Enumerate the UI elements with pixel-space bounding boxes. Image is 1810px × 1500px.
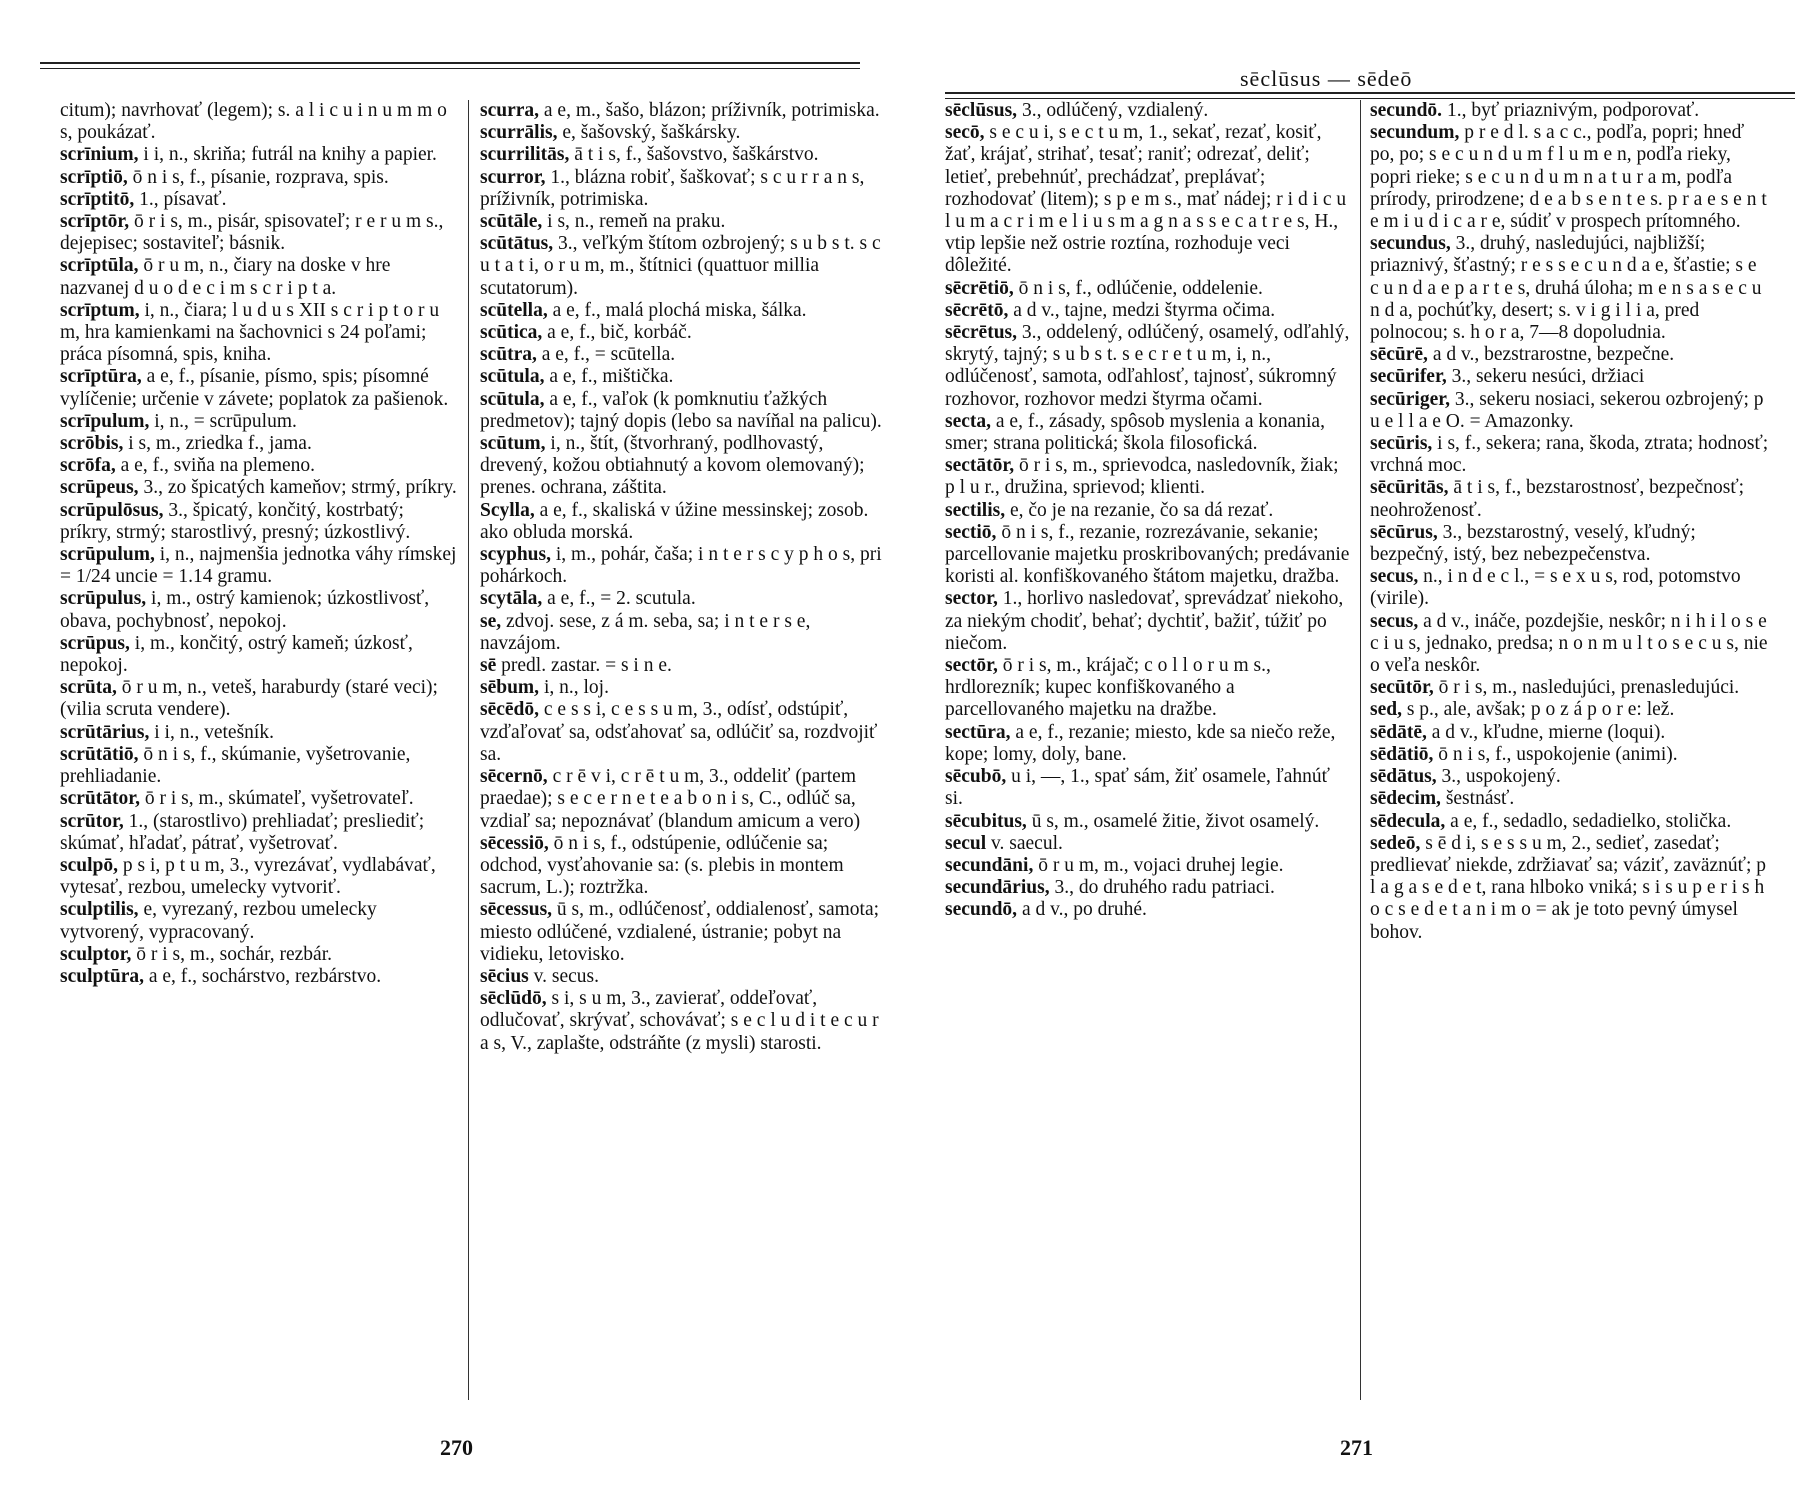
definition: a d v., bezstrarostne, bezpečne. [1432,344,1675,366]
dictionary-entry [480,144,885,166]
definition: a e, f., rezanie; miesto, kde sa niečo reže, kope; lomy, doly, bane. [945,721,1336,765]
dictionary-entry [480,611,885,655]
dictionary-entry [480,344,885,366]
headword: scrīptitō, [60,188,135,210]
headword: sēdecula, [1370,810,1446,832]
definition: zdvoj. sese, z á m. seba, sa; i n t e r s e, navzájom. [480,610,811,654]
definition: ō n i s, f., uspokojenie (animi). [1438,743,1678,765]
page-number: 270 [440,1435,473,1460]
definition: s i, s u m, 3., zavierať, oddeľovať, odlučovať, skrývať, schovávať; s e c l u d i t e c u r a s, V., zaplašte, odstráňte (z mysli) starosti. [480,988,879,1054]
headword: sēcēdō, [480,699,540,721]
headword: sēdātē, [1370,721,1427,743]
dictionary-entry [480,389,885,433]
definition: a e, f., malá plochá miska, šálka. [552,299,807,321]
dictionary-entry [60,500,460,544]
dictionary-entry [945,855,1350,877]
headword: sectilis, [945,499,1006,521]
definition: a e, f., sochárstvo, rezbárstvo. [148,965,382,987]
definition: e, vyrezaný, rezbou umelecky vytvorený, vypracovaný. [60,899,377,943]
dictionary-entry [945,877,1350,899]
definition: p s i, p t u m, 3., vyrezávať, vydlabávať, vytesať, rezbou, umelecky vytvoriť. [60,854,436,899]
definition: 1., blázna robiť, šaškovať; s c u r r a n s, príživník, potrimiska. [480,166,865,210]
dictionary-entry [60,788,460,810]
dictionary-entry [480,699,885,766]
headword: sēcūrus, [1370,521,1438,543]
dictionary-entry [60,722,460,744]
definition: p r e d l. s a c c., podľa, popri; hneď po, po; s e c u n d u m f l u m e n, podľa rieky, popri rieke; s e c u n d u m n a t u r a m, podľa prírody, prirodzene; d e a b s e n t e s. p r a e s e n t e m i u d i c a r e, súdiť v prospech prítomného. [1370,122,1767,233]
dictionary-entry [945,833,1350,855]
dictionary-entry [945,722,1350,766]
definition: ō r i s, m., pisár, spisovateľ; r e r u m s., dejepisec; sostaviteľ; básnik. [60,211,444,255]
definition: v. saecul. [991,832,1063,854]
headword: scrūtātor, [60,788,140,810]
dictionary-entry [480,366,885,388]
headword: scrīnium, [60,144,139,166]
headword: scrīpulum, [60,410,150,432]
definition: ō r u m, n., veteš, haraburdy (staré veci); (vilia scruta vendere). [60,677,438,721]
definition: 3., veľkým štítom ozbrojený; s u b s t. s c u t a t i, o r u m, m., štítnici (quattuor millia scutatorum). [480,233,881,299]
dictionary-entry [480,233,885,300]
dictionary-entry [60,144,460,166]
dictionary-entry [1370,788,1770,810]
headword: scytāla, [480,588,543,610]
headword: secūris, [1370,433,1433,455]
definition: ō r i s, m., sprievodca, nasledovník, žiak; p l u r., družina, sprievod; klienti. [945,455,1339,499]
dictionary-entry [1370,744,1770,766]
dictionary-entry [480,588,885,610]
dictionary-entry [1370,811,1770,833]
definition: s p., ale, avšak; p o z á p o r e: lež. [1406,699,1675,721]
dictionary-entry [480,100,885,122]
definition: 1., horlivo nasledovať, sprevádzať niekoho, za niekým chodiť, behať; dychtiť, bažiť, túžiť po niečom. [945,588,1344,654]
definition: a e, f., = scūtella. [541,344,676,366]
headword: sē [480,655,497,677]
definition: a e, f., vaľok (k pomknutiu ťažkých predmetov); tajný dopis (lebo sa navíňal na palicu). [480,388,882,432]
definition: a e, f., skaliská v úžine messinskej; zosob. ako obluda morská. [480,499,869,543]
dictionary-entry [480,433,885,500]
headword: scūtica, [480,322,543,344]
definition: e, čo je na rezanie, čo sa dá rezať. [1009,499,1274,521]
dictionary-entry [1370,344,1770,366]
headword: sēcessiō, [480,832,549,854]
dictionary-entry [1370,699,1770,721]
dictionary-entry [1370,100,1770,122]
dictionary-entry [60,366,460,410]
right-page [905,0,1810,1500]
headword: scūtum, [480,433,546,455]
dictionary-entry [480,122,885,144]
headword: scrūtor, [60,810,124,832]
definition: i i, n., vetešník. [154,721,274,743]
headword: scrūpulus, [60,588,147,610]
definition: 3., bezstarostný, veselý, kľudný; bezpečný, istý, bez nebezpečenstva. [1370,521,1696,566]
running-head: sēclūsus — sēdeō [1240,66,1413,91]
definition: a e, f., sedadlo, sedadielko, stolička. [1450,810,1732,832]
definition: a e, f., písanie, písmo, spis; písomné vylíčenie; určenie v závete; poplatok za pašienok. [60,366,449,410]
dictionary-entry [1370,722,1770,744]
definition: 3., sekeru nosiaci, sekerou ozbrojený; p u e l l a e O. = Amazonky. [1370,388,1764,432]
definition: ō n i s, f., písanie, rozprava, spis. [132,166,389,188]
dictionary-entry [480,677,885,699]
headword: scrōfa, [60,455,116,477]
headword: sēdecim, [1370,788,1441,810]
dictionary-entry [480,655,885,677]
headword: scūtella, [480,299,548,321]
dictionary-entry [60,944,460,966]
definition: 1., (starostlivo) prehliadať; presliediť; skúmať, hľadať, pátrať, vyšetrovať. [60,810,425,854]
headword: sēcūritās, [1370,477,1449,499]
headword: scūtra, [480,344,537,366]
column-divider [1360,100,1361,1400]
headword: secundum, [1370,122,1460,144]
headword: secta, [945,410,992,432]
dictionary-entry [60,433,460,455]
top-rule [945,92,1795,94]
headword: sedeō, [1370,832,1421,854]
definition: ō n i s, f., skúmanie, vyšetrovanie, prehliadanie. [60,743,411,788]
dictionary-entry [480,500,885,544]
headword: sēdātiō, [1370,743,1434,765]
headword: secūtōr, [1370,677,1434,699]
headword: sēcius [480,965,529,987]
dictionary-entry [1370,566,1770,610]
definition: s ē d i, s e s s u m, 2., sedieť, zasedať; predlievať niekde, zdržiavať sa; váziť, zaväznúť; p l a g a s e d e t, rana hlboko vniká; s i s u p e r i s h o c s e d e t a n i m o = ak je toto pevný úmysel bohov. [1370,832,1767,943]
dictionary-entry [480,966,885,988]
dictionary-entry [60,477,460,499]
definition: c r ē v i, c r ē t u m, 3., oddeliť (partem praedae); s e c e r n e t e a b o n i s, C., odlúč sa, vzdiaľ sa; nepoznávať (blandum amicum a vero) [480,766,861,832]
dictionary-entry [480,833,885,900]
definition: i, m., ostrý kamienok; úzkostlivosť, obava, pochybnosť, nepokoj. [60,588,430,632]
dictionary-entry [1370,611,1770,678]
headword: scrōbis, [60,433,124,455]
definition: n., i n d e c l., = s e x u s, rod, potomstvo (virile). [1370,566,1741,610]
definition: i, n., najmenšia jednotka váhy rímskej = 1/24 uncie = 1.14 gramu. [60,544,457,588]
page-number: 271 [1340,1435,1373,1460]
headword: scrūtārius, [60,721,150,743]
definition: ū s, m., odlúčenosť, oddialenosť, samota; miesto odlúčené, vzdialené, ústranie; pobyt na vidieku, letovisko. [480,899,880,965]
dictionary-entry [60,211,460,255]
headword: scurror, [480,166,546,188]
headword: scrīptum, [60,299,140,321]
headword: sēcūrē, [1370,344,1428,366]
dictionary-entry [60,300,460,367]
definition: i, m., končitý, ostrý kameň; úzkosť, nepokoj. [60,632,413,677]
headword: scūtāle, [480,211,543,233]
dictionary-entry [945,322,1350,411]
definition: v. secus. [533,965,599,987]
definition: u i, —, 1., spať sám, žiť osamele, ľahnúť si. [945,766,1330,810]
dictionary-entry [60,100,460,144]
definition: a d v., po druhé. [1021,899,1147,921]
definition: a d v., ináče, pozdejšie, neskôr; n i h i l o s e c i u s, jednako, predsa; n o n m u l t o s e c u s, nie o veľa neskôr. [1370,610,1768,677]
headword: scyphus, [480,544,551,566]
dictionary-entry [945,455,1350,499]
definition: ō r u m, n., čiary na doske v hre nazvanej d u o d e c i m s c r i p t a. [60,255,391,299]
definition: e, šašovský, šaškársky. [562,122,741,144]
headword: scrūpeus, [60,477,139,499]
headword: scrīptōr, [60,211,130,233]
headword: scurrālis, [480,122,558,144]
headword: sēcrētō, [945,299,1009,321]
column-divider [468,100,469,1400]
dictionary-column-3 [945,100,1350,1420]
definition: a e, f., zásady, spôsob myslenia a konania, smer; strana politická; škola filosofická. [945,410,1325,455]
headword: secundō, [945,899,1018,921]
dictionary-entry [945,100,1350,122]
dictionary-entry [60,744,460,788]
headword: scūtātus, [480,233,554,255]
definition: ō r i s, m., krájač; c o l l o r u m s., hrdlorezník; kupec konfiškovaného a parcellovaného majetku na dražbe. [945,655,1271,721]
definition: i s, n., remeň na praku. [547,211,726,233]
headword: secō, [945,122,985,144]
headword: sculptor, [60,943,132,965]
headword: scurra, [480,100,540,121]
definition: citum); navrhovať (legem); s. a l i c u i n u m m o s, poukázať. [60,100,447,144]
top-rule [40,62,860,64]
definition: 3., oddelený, odlúčený, osamelý, odľahlý, skrytý, tajný; s u b s t. s e c r e t u m, i, n., odlúčenosť, samota, odľahlosť, tajnosť, súkromný rozhovor, rozhovor medzi štyrma očami. [945,322,1350,410]
dictionary-entry [60,899,460,943]
definition: 3., sekeru nesúci, držiaci [1451,366,1645,388]
definition: ā t i s, f., bezstarostnosť, bezpečnosť; neohroženosť. [1370,477,1745,521]
dictionary-entry [480,544,885,588]
dictionary-entry [480,167,885,211]
headword: sculptūra, [60,965,144,987]
definition: i, n., = scrūpulum. [154,410,297,432]
dictionary-entry [60,966,460,988]
headword: sēcrētiō, [945,277,1014,299]
headword: secūrifer, [1370,366,1447,388]
headword: Scylla, [480,499,535,521]
headword: secundus, [1370,233,1451,255]
headword: scrūtātiō, [60,743,139,765]
definition: 3., druhý, nasledujúci, najbližší; priaznivý, šťastný; r e s s e c u n d a e, šťastie; s e c u n d a e p a r t e s, druhá úloha; m e n s a s e c u n d a, pochúťky, desert; s. v i g i l i a, pred polnocou; s. h o r a, 7—8 dopoludnia. [1370,233,1762,344]
dictionary-entry [945,811,1350,833]
dictionary-entry [945,122,1350,277]
definition: a d v., kľudne, mierne (loqui). [1431,721,1666,743]
definition: i, n., štít, (štvorhraný, podlhovastý, drevený, kožou obtiahnutý a kovom olemovaný); prenes. ochrana, záštita. [480,433,865,499]
definition: 3., odlúčený, vzdialený. [1021,100,1209,121]
dictionary-entry [480,899,885,966]
headword: scrīptūra, [60,366,142,388]
dictionary-entry [945,522,1350,589]
dictionary-entry [480,300,885,322]
dictionary-entry [1370,477,1770,521]
dictionary-entry [945,500,1350,522]
headword: scrīptūla, [60,255,139,277]
definition: ā t i s, f., šašovstvo, šaškárstvo. [574,144,819,166]
headword: sectātōr, [945,455,1015,477]
top-rule-thin [945,98,1795,99]
definition: ō r u m, m., vojaci druhej legie. [1038,854,1284,876]
dictionary-entry [1370,233,1770,344]
headword: se, [480,610,502,632]
headword: sectōr, [945,655,998,677]
dictionary-entry [1370,677,1770,699]
definition: i, n., loj. [543,677,609,699]
dictionary-entry [60,411,460,433]
headword: scrūpulōsus, [60,499,164,521]
definition: a e, f., = 2. scutula. [547,588,696,610]
headword: scūtula, [480,366,545,388]
definition: i s, m., zriedka f., jama. [128,433,312,455]
dictionary-entry [480,988,885,1055]
headword: sectiō, [945,521,997,543]
headword: scrūpulum, [60,544,155,566]
dictionary-entry [1370,389,1770,433]
definition: s e c u i, s e c t u m, 1., sekať, rezať, kosiť, žať, krájať, strihať, tesať; raniť; odrezať, deliť; letieť, prebehnúť, prechádzať, preplávať; rozhodovať (litem); s p e m s., mať nádej; r i d i c u l u m a c r i m e l i u s m a g n a s s e c a t r e s, H., vtip lepšie než ostrie roztína, rozhoduje veci dôležité. [945,122,1347,277]
definition: 1., písavať. [139,188,227,210]
headword: secundō. [1370,100,1443,121]
definition: i, n., čiara; l u d u s XII s c r i p t o r u m, hra kamienkami na šachovnici s 24 poľami; práca písomná, spis, kniha. [60,299,440,366]
headword: scurrilitās, [480,144,570,166]
headword: sectūra, [945,721,1011,743]
definition: ō n i s, f., rezanie, rozrezávanie, sekanie; parcellovanie majetku proskribovaných; predávanie koristi al. konfiškovaného štátom majetku, dražba. [945,521,1350,588]
dictionary-entry [60,455,460,477]
definition: 3., špicatý, končitý, kostrbatý; príkry, strmý; starostlivý, presný; úzkostlivý. [60,499,411,543]
dictionary-entry [945,899,1350,921]
definition: a e, f., sviňa na plemeno. [120,455,316,477]
dictionary-entry [1370,366,1770,388]
headword: sēcubō, [945,766,1007,788]
headword: sēclūsus, [945,100,1018,121]
headword: sēbum, [480,677,540,699]
dictionary-entry [1370,122,1770,233]
definition: a e, f., bič, korbáč. [547,322,692,344]
dictionary-entry [1370,833,1770,944]
definition: c e s s i, c e s s u m, 3., odísť, odstúpiť, vzďaľovať sa, odsťahovať sa, odlúčiť sa, rozdvojiť sa. [480,699,878,765]
headword: scrīptiō, [60,166,128,188]
dictionary-entry [480,322,885,344]
dictionary-entry [60,544,460,588]
headword: scrūpus, [60,632,130,654]
headword: sed, [1370,699,1402,721]
headword: secūriger, [1370,388,1450,410]
dictionary-entry [60,677,460,721]
definition: a d v., tajne, medzi štyrma očima. [1013,299,1276,321]
headword: secus, [1370,610,1419,632]
dictionary-entry [60,633,460,677]
headword: secundārius, [945,877,1050,899]
headword: sēclūdō, [480,988,547,1010]
dictionary-column-1 [60,100,460,1420]
definition: šestnásť. [1445,788,1515,810]
definition: ū s, m., osamelé žitie, život osamelý. [1031,810,1320,832]
dictionary-entry [945,655,1350,722]
dictionary-entry [945,278,1350,300]
headword: sēdātus, [1370,766,1437,788]
headword: secul [945,832,987,854]
dictionary-entry [60,255,460,299]
dictionary-entry [1370,766,1770,788]
dictionary-entry [60,167,460,189]
headword: sector, [945,588,998,610]
definition: 3., zo špicatých kameňov; strmý, príkry. [143,477,457,499]
top-rule-thin [40,68,860,69]
headword: sculpō, [60,854,118,876]
headword: sēcessus, [480,899,553,921]
headword: scrūta, [60,677,117,699]
definition: 3., uspokojený. [1441,766,1561,788]
dictionary-column-4 [1370,100,1770,1420]
dictionary-entry [480,766,885,833]
headword: scūtula, [480,388,545,410]
dictionary-column-2 [480,100,885,1420]
dictionary-entry [945,766,1350,810]
dictionary-entry [945,411,1350,455]
dictionary-entry [60,811,460,855]
dictionary-entry [480,211,885,233]
headword: secus, [1370,566,1419,588]
definition: 1., byť priaznivým, podporovať. [1446,100,1700,121]
definition: ō n i s, f., odstúpenie, odlúčenie sa; odchod, vysťahovanie sa: (s. plebis in montem sacrum, L.); roztržka. [480,832,844,899]
dictionary-entry [1370,433,1770,477]
dictionary-entry [60,855,460,899]
dictionary-entry [60,189,460,211]
dictionary-entry [1370,522,1770,566]
definition: 3., do druhého radu patriaci. [1054,877,1275,899]
definition: ō n i s, f., odlúčenie, oddelenie. [1018,277,1263,299]
headword: sēcernō, [480,766,548,788]
headword: secundāni, [945,854,1034,876]
headword: sculptilis, [60,899,139,921]
definition: ō r i s, m., skúmateľ, vyšetrovateľ. [144,788,414,810]
dictionary-entry [945,300,1350,322]
definition: predl. zastar. = s i n e. [501,655,672,677]
definition: i i, n., skriňa; futrál na knihy a papier. [143,144,437,166]
headword: sēcubitus, [945,810,1027,832]
definition: i, m., pohár, čaša; i n t e r s c y p h o s, pri pohárkoch. [480,544,882,588]
definition: a e, f., mištička. [549,366,674,388]
dictionary-entry [60,588,460,632]
dictionary-entry [945,588,1350,655]
headword: sēcrētus, [945,322,1018,344]
definition: i s, f., sekera; rana, škoda, ztrata; hodnosť; vrchná moc. [1370,433,1769,477]
definition: ō r i s, m., nasledujúci, prenasledujúci. [1438,677,1740,699]
definition: ō r i s, m., sochár, rezbár. [136,943,332,965]
definition: a e, m., šašo, blázon; príživník, potrimiska. [543,100,880,121]
